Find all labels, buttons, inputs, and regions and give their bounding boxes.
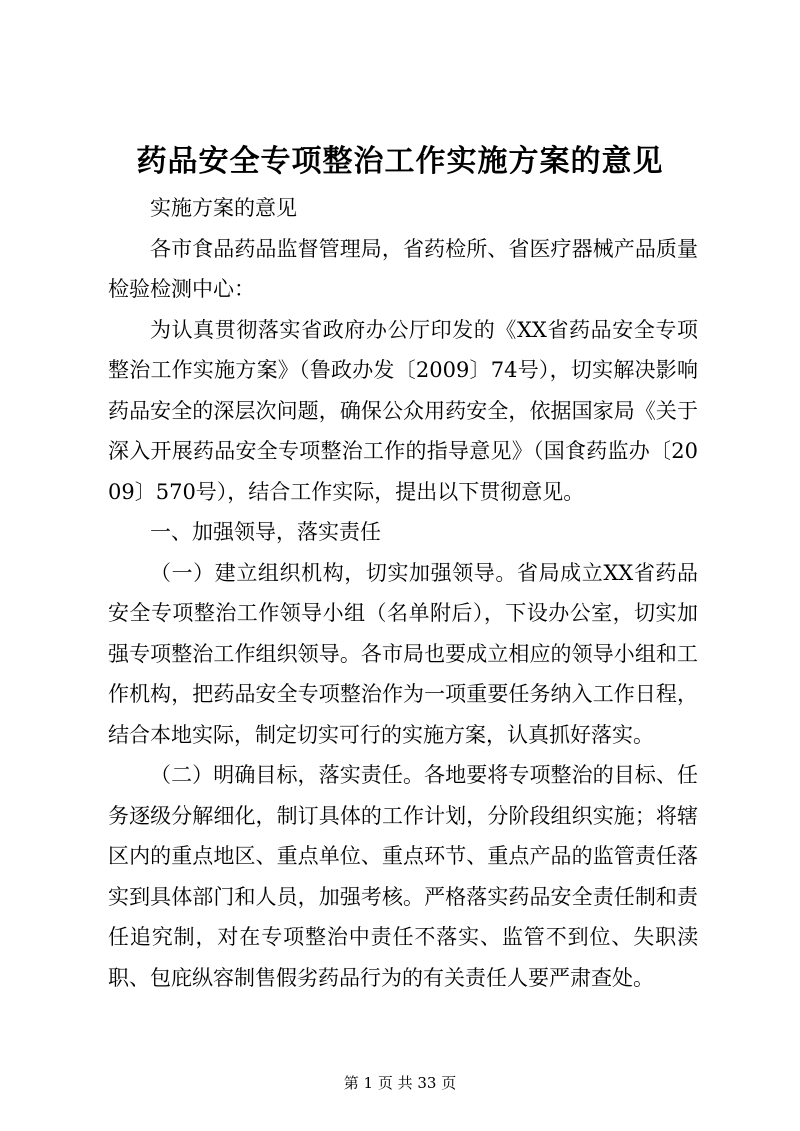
- document-title: 药品安全专项整治工作实施方案的意见: [136, 144, 664, 179]
- paragraph-intro: 为认真贯彻落实省政府办公厅印发的《XX省药品安全专项整治工作实施方案》（鲁政办发〔2009〕74号），切实解决影响药品安全的深层次问题，确保公众用药安全，依据国家局《关于深入开展药品安全专项整治工作的指导意见》（国食药监办〔2009〕570号），结合工作实际，提出以下贯彻意见。: [108, 317, 698, 504]
- paragraph-item-2: （二）明确目标，落实责任。各地要将专项整治的目标、任务逐级分解细化，制订具体的工作计划，分阶段组织实施；将辖区内的重点地区、重点单位、重点环节、重点产品的监管责任落实到具体部门和人员，加强考核。严格落实药品安全责任制和责任追究制，对在专项整治中责任不落实、监管不到位、失职渎职、包庇纵容制售假劣药品行为的有关责任人要严肃查处。: [108, 763, 698, 990]
- paragraph-addressees: 各市食品药品监督管理局，省药检所、省医疗器械产品质量检验检测中心：: [108, 236, 698, 301]
- page-footer: 第 1 页 共 33 页: [343, 1074, 457, 1092]
- paragraph-item-1: （一）建立组织机构，切实加强领导。省局成立XX省药品安全专项整治工作领导小组（名单附后），下设办公室，切实加强专项整治工作组织领导。各市局也要成立相应的领导小组和工作机构，把药品安全专项整治作为一项重要任务纳入工作日程，结合本地实际，制定切实可行的实施方案，认真抓好落实。: [108, 560, 698, 747]
- paragraph-subtitle: 实施方案的意见: [150, 196, 297, 220]
- section-heading-1: 一、加强领导，落实责任: [150, 520, 381, 544]
- document-body: [108, 188, 698, 998]
